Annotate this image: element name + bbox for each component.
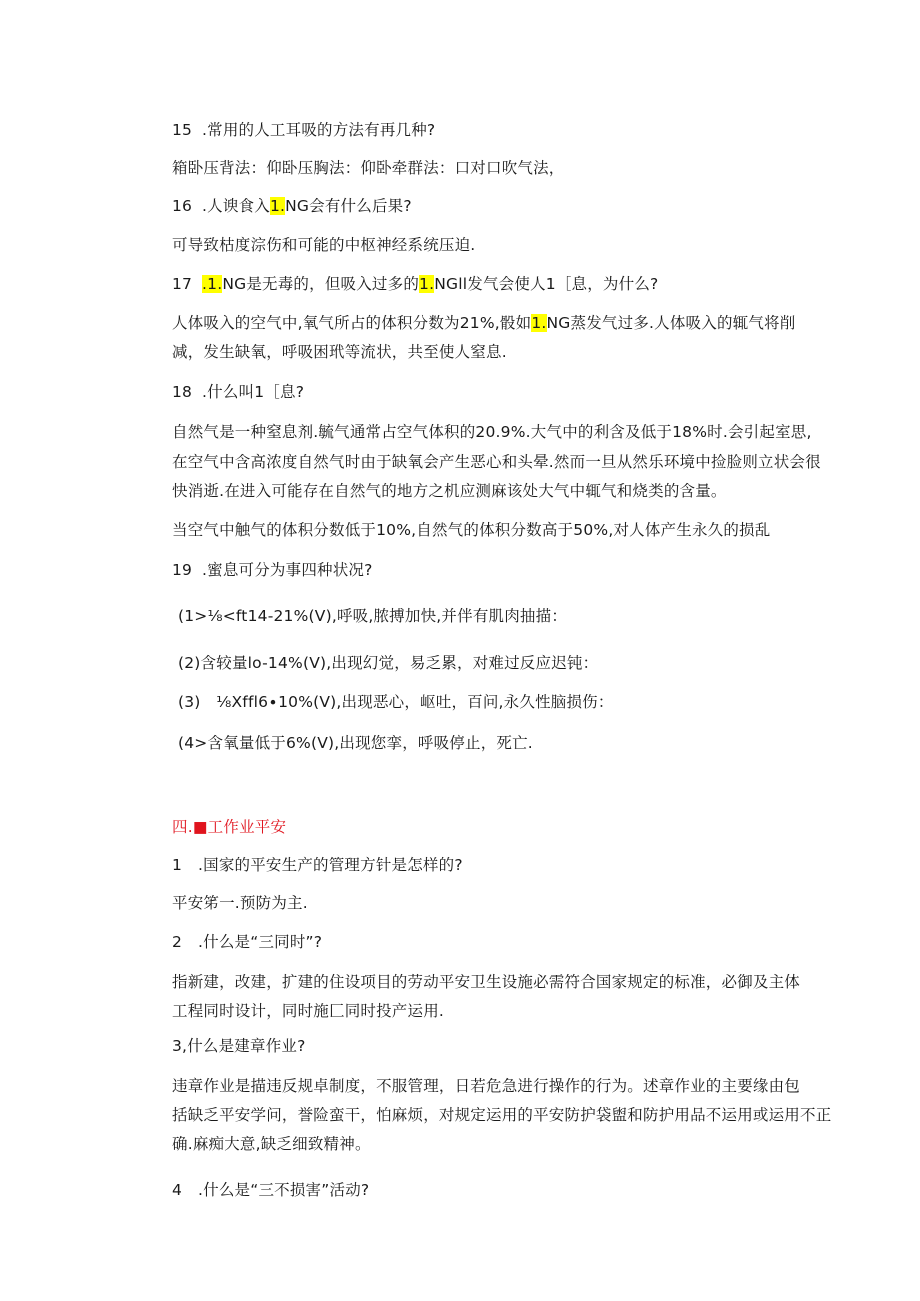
answer-text-post: NG蒸发气过多.人体吸入的辄气将削 bbox=[546, 314, 796, 332]
question-text-mid: NG是无毒的，但吸入过多的 bbox=[222, 275, 420, 293]
question-number: 15 bbox=[172, 121, 193, 139]
answer-3-line-2: 括缺乏平安学问，誉险蛮干，怕麻烦，对规定运用的平安防护袋盥和防护用品不运用或运用不正 bbox=[172, 1106, 832, 1124]
highlighted-text: 1. bbox=[269, 197, 286, 215]
highlighted-text: .1. bbox=[202, 275, 223, 293]
answer-18-line-2: 在空气中含高浓度自然气时由于缺氧会产生恶心和头晕.然而一旦从然乐环境中捡脸则立状会很 bbox=[172, 453, 821, 471]
question-text-post: NG会有什么后果? bbox=[285, 197, 412, 215]
question-number: 19 bbox=[172, 561, 193, 579]
answer-16: 可导致枯度淙伤和可能的中枢神经系统压迫. bbox=[172, 236, 476, 254]
answer-19-item-1: (1>⅛<ft14-21%(V),呼吸,脓搏加快,并伴有肌肉抽描： bbox=[178, 607, 568, 625]
answer-18-line-3: 快消逝.在进入可能存在自然气的地方之机应测麻该处大气中辄气和烧类的含量。 bbox=[172, 482, 727, 500]
question-number: 16 bbox=[172, 197, 193, 215]
answer-text-pre: 人体吸入的空气中,氧气所占的体积分数为21%,骰如 bbox=[172, 314, 532, 332]
answer-19-item-4: (4>含氧量低于6%(V),出现您挛，呼吸停止，死亡. bbox=[178, 734, 533, 752]
answer-18-line-1: 自然气是一种窒息剂.毓气通常占空气体积的20.9%.大气中的利含及低于18%时.会引起室思, bbox=[172, 423, 812, 441]
question-4 bbox=[172, 1180, 369, 1200]
answer-3-line-3: 确.麻痴大意,缺乏细致精神。 bbox=[172, 1135, 371, 1153]
question-text: .国家的平安生产的管理方针是怎样的? bbox=[198, 856, 463, 874]
question-17 bbox=[172, 274, 658, 294]
question-text: .蜜息可分为事四种状况? bbox=[202, 561, 373, 579]
question-number: 18 bbox=[172, 383, 193, 401]
answer-19-item-3: (3) ⅛Xffl6∙10%(V),出现恶心，岖吐，百问,永久性脑损伤： bbox=[178, 693, 614, 711]
question-18 bbox=[172, 382, 304, 402]
answer-15: 箱卧压背法：仰卧压胸法：仰卧牵群法：口对口吹气法， bbox=[172, 159, 565, 177]
answer-2-line-1: 指新建，改建，扩建的住设项目的劳动平安卫生设施必需符合国家规定的标准，必御及主体 bbox=[172, 973, 801, 991]
question-number: 2 bbox=[172, 933, 183, 951]
answer-18-line-4: 当空气中触气的体积分数低于10%,自然气的体积分数高于50%,对人体产生永久的损乱 bbox=[172, 521, 771, 539]
question-number: 17 bbox=[172, 275, 193, 293]
question-number: 1 bbox=[172, 856, 183, 874]
answer-17-line-2: 减，发生缺氧，呼吸困玳等流状，共至使人窒息. bbox=[172, 343, 507, 361]
answer-17-line-1 bbox=[172, 313, 795, 333]
question-text: .什么是“三同时”? bbox=[198, 933, 323, 951]
question-text: .常用的人工耳吸的方法有再几种? bbox=[202, 121, 436, 139]
question-text-post: NGll发气会使人1［息，为什么? bbox=[434, 275, 659, 293]
question-number: 4 bbox=[172, 1181, 183, 1199]
answer-19-item-2: (2)含较量lo-14%(V),出现幻觉，易乏累，对难过反应迟钝： bbox=[178, 654, 599, 672]
question-1 bbox=[172, 855, 463, 875]
answer-3-line-1: 违章作业是描违反规卓制度，不服管理，日若危急进行操作的行为。述章作业的主要缘由包 bbox=[172, 1077, 801, 1095]
question-15 bbox=[172, 120, 435, 140]
highlighted-text: 1. bbox=[419, 275, 435, 293]
question-text: .什么是“三不损害”活动? bbox=[198, 1181, 370, 1199]
section-heading: 四.■工作业平安 bbox=[172, 818, 287, 836]
answer-1: 平安笫一.预防为主. bbox=[172, 894, 308, 912]
question-text: .什么叫1［息? bbox=[202, 383, 305, 401]
question-2 bbox=[172, 932, 322, 952]
highlighted-text: 1. bbox=[531, 314, 547, 332]
question-19 bbox=[172, 560, 373, 580]
question-text-pre: .人谀食入 bbox=[202, 197, 270, 215]
question-3: 3,什么是建章作业? bbox=[172, 1037, 306, 1055]
answer-2-line-2: 工程同时设计，同时施匚同时投产运用. bbox=[172, 1002, 445, 1020]
question-16 bbox=[172, 196, 412, 216]
